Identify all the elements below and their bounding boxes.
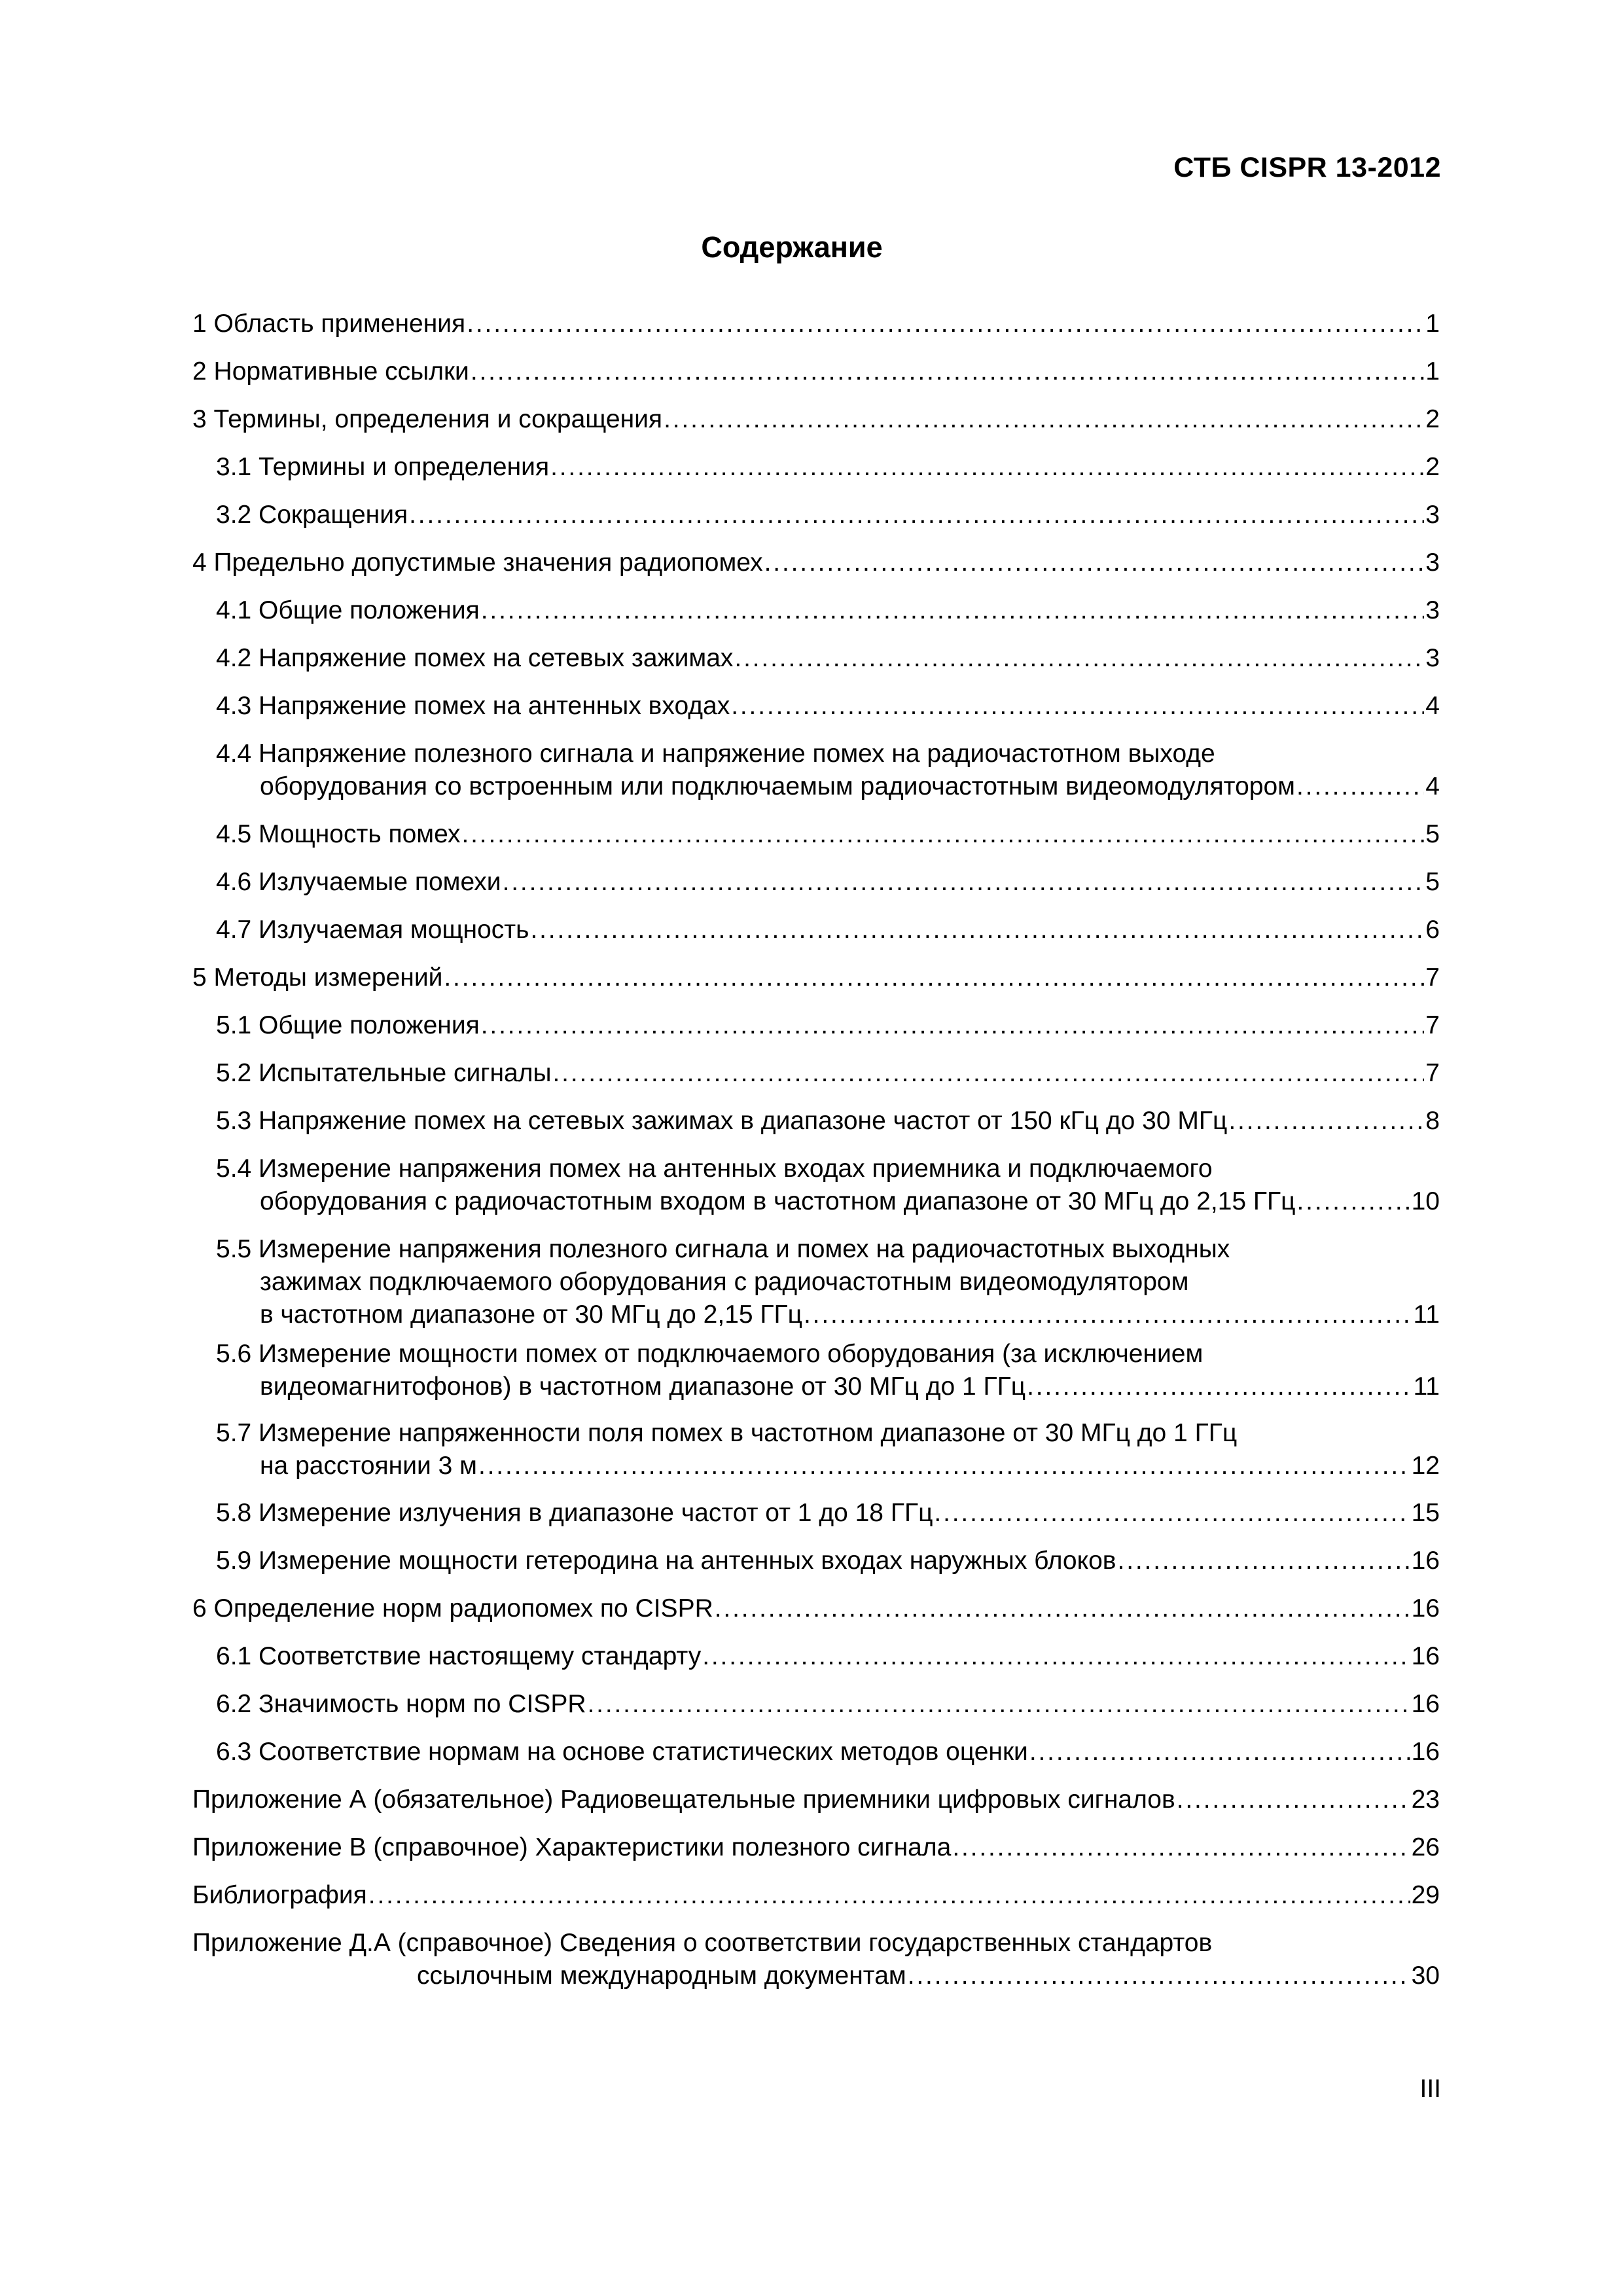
toc-entry[interactable]: [216, 451, 1440, 484]
dot-leader: [1027, 1371, 1412, 1403]
dot-leader: [503, 866, 1425, 899]
dot-leader: [731, 690, 1424, 723]
toc-entry-label: 5.3 Напряжение помех на сетевых зажимах в диапазоне частот от 150 кГц до 30 МГц: [216, 1107, 1228, 1135]
toc-entry-page: 26: [1411, 1833, 1440, 1861]
toc-entry-label: 5.8 Измерение излучения в диапазоне частот от 1 до 18 ГГц: [216, 1499, 933, 1527]
toc-entry[interactable]: [216, 1338, 1440, 1403]
toc-entry-label: 1 Область применения: [192, 310, 466, 338]
toc-entry[interactable]: [216, 594, 1440, 627]
toc-entry-page: 6: [1425, 916, 1440, 944]
dot-leader: [804, 1299, 1412, 1331]
toc-entry-page: 15: [1411, 1499, 1440, 1527]
toc-entry-page: 29: [1411, 1881, 1440, 1909]
toc-entry-page: 5: [1425, 820, 1440, 848]
dot-leader: [444, 961, 1424, 994]
toc-entry[interactable]: [192, 1784, 1440, 1816]
toc-entry[interactable]: [192, 1592, 1440, 1625]
toc-entry[interactable]: [216, 1736, 1440, 1768]
toc-entry[interactable]: [192, 308, 1440, 340]
toc-entry-label: 4.3 Напряжение помех на антенных входах: [216, 692, 730, 720]
dot-leader: [368, 1879, 1410, 1912]
toc-entry-label: 4.5 Мощность помех: [216, 820, 461, 848]
toc-entry-label: 3 Термины, определения и сокращения: [192, 405, 663, 433]
toc-title: Содержание: [701, 230, 883, 264]
dot-leader: [1228, 1105, 1424, 1138]
toc-entry-page: 3: [1425, 596, 1440, 624]
toc-entry-label: 2 Нормативные ссылки: [192, 357, 469, 386]
toc-entry[interactable]: [192, 1879, 1440, 1912]
toc-entry[interactable]: [216, 1153, 1440, 1218]
toc-entry[interactable]: [216, 914, 1440, 946]
toc-entry-label: 4.1 Общие положения: [216, 596, 480, 624]
dot-leader: [481, 1009, 1425, 1042]
toc-entry-label: 6.2 Значимость норм по CISPR: [216, 1690, 586, 1718]
dot-leader: [664, 403, 1424, 436]
toc-entry-page: 1: [1425, 357, 1440, 386]
dot-leader: [461, 818, 1424, 851]
toc-entry[interactable]: [192, 355, 1440, 388]
toc-entry[interactable]: [216, 1688, 1440, 1721]
dot-leader: [952, 1831, 1410, 1864]
toc-entry-label: 5.7 Измерение напряженности поля помех в частотном диапазоне от 30 МГц до 1 ГГц: [216, 1419, 1238, 1447]
toc-entry-page: 23: [1411, 1785, 1440, 1814]
toc-entry-page: 3: [1425, 548, 1440, 577]
dot-leader: [471, 355, 1424, 388]
dot-leader: [481, 594, 1425, 627]
toc-entry[interactable]: [192, 547, 1440, 579]
toc-entry-label: Приложение Д.А (справочное) Сведения о соответствии государственных стандартов: [192, 1929, 1213, 1957]
toc-entry-label: 4.4 Напряжение полезного сигнала и напряжение помех на радиочастотном выходе: [216, 740, 1215, 768]
toc-entry-label: 5.6 Измерение мощности помех от подключаемого оборудования (за исключением: [216, 1340, 1204, 1368]
toc-entry-label: Приложение А (обязательное) Радиовещательные приемники цифровых сигналов: [192, 1785, 1175, 1814]
toc-entry[interactable]: [216, 1057, 1440, 1090]
toc-entry-label-continued: видеомагнитофонов) в частотном диапазоне от 30 МГц до 1 ГГц: [260, 1372, 1026, 1401]
toc-entry-page: 30: [1411, 1962, 1440, 1990]
toc-entry[interactable]: [216, 1105, 1440, 1138]
dot-leader: [715, 1592, 1410, 1625]
dot-leader: [1296, 770, 1424, 803]
dot-leader: [702, 1640, 1410, 1673]
toc-entry-label: Приложение В (справочное) Характеристики полезного сигнала: [192, 1833, 952, 1861]
toc-entry[interactable]: [216, 1640, 1440, 1673]
toc-entry-label: 4.6 Излучаемые помехи: [216, 868, 501, 896]
dot-leader: [1029, 1736, 1410, 1768]
toc-entry-label-continued: зажимах подключаемого оборудования с радиочастотным видеомодулятором: [260, 1268, 1189, 1296]
toc-entry-page: 7: [1425, 963, 1440, 992]
toc-entry-label: 3.2 Сокращения: [216, 501, 408, 529]
toc-entry-page: 2: [1425, 405, 1440, 433]
toc-entry-label: 5.1 Общие положения: [216, 1011, 480, 1039]
toc-entry-label: 4.2 Напряжение помех на сетевых зажимах: [216, 644, 734, 672]
toc-entry[interactable]: [192, 961, 1440, 994]
toc-entry[interactable]: [216, 1497, 1440, 1530]
toc-entry-page: 11: [1413, 1300, 1440, 1329]
toc-entry-page: 16: [1411, 1690, 1440, 1718]
toc-entry-label: 6.3 Соответствие нормам на основе статистических методов оценки: [216, 1738, 1028, 1766]
dot-leader: [550, 451, 1424, 484]
toc-entry-label: 4.7 Излучаемая мощность: [216, 916, 529, 944]
dot-leader: [530, 914, 1424, 946]
toc-entry-label: Библиография: [192, 1881, 367, 1909]
toc-entry[interactable]: [216, 1417, 1440, 1482]
toc-entry-page: 16: [1411, 1547, 1440, 1575]
toc-entry-label: 5.2 Испытательные сигналы: [216, 1059, 552, 1087]
toc-entry-label: 5.9 Измерение мощности гетеродина на антенных входах наружных блоков: [216, 1547, 1116, 1575]
dot-leader: [588, 1688, 1410, 1721]
toc-entry[interactable]: [192, 403, 1440, 436]
toc-entry[interactable]: [216, 738, 1440, 803]
toc-entry[interactable]: [216, 499, 1440, 531]
toc-entry-page: 3: [1425, 644, 1440, 672]
toc-entry[interactable]: [216, 1545, 1440, 1577]
dot-leader: [1297, 1185, 1410, 1218]
dot-leader: [908, 1960, 1410, 1992]
toc-entry[interactable]: [192, 1831, 1440, 1864]
toc-entry-page: 12: [1411, 1452, 1440, 1480]
toc-entry-label: 5.4 Измерение напряжения помех на антенных входах приемника и подключаемого: [216, 1155, 1213, 1183]
toc-entry-label-continued: в частотном диапазоне от 30 МГц до 2,15 ГГц: [260, 1300, 802, 1329]
toc-entry-page: 4: [1425, 772, 1440, 800]
toc-entry-label: 4 Предельно допустимые значения радиопомех: [192, 548, 763, 577]
toc-entry[interactable]: [216, 866, 1440, 899]
toc-entry[interactable]: [192, 1927, 1440, 1992]
toc-entry-page: 5: [1425, 868, 1440, 896]
toc-entry[interactable]: [216, 818, 1440, 851]
toc-entry-page: 7: [1425, 1059, 1440, 1087]
dot-leader: [734, 642, 1424, 675]
dot-leader: [478, 1450, 1410, 1482]
toc-entry-label-continued: оборудования с радиочастотным входом в частотном диапазоне от 30 МГц до 2,15 ГГц: [260, 1187, 1296, 1215]
toc-entry-page: 11: [1413, 1372, 1440, 1401]
toc-entry-page: 3: [1425, 501, 1440, 529]
toc-entry-label: 5 Методы измерений: [192, 963, 443, 992]
toc-entry-page: 7: [1425, 1011, 1440, 1039]
toc-entry-page: 2: [1425, 453, 1440, 481]
toc-entry-page: 10: [1411, 1187, 1440, 1215]
toc-entry-label: 5.5 Измерение напряжения полезного сигнала и помех на радиочастотных выходных: [216, 1235, 1230, 1263]
toc-entry-page: 1: [1425, 310, 1440, 338]
toc-entry-label: 6 Определение норм радиопомех по CISPR: [192, 1594, 713, 1623]
dot-leader: [467, 308, 1424, 340]
dot-leader: [764, 547, 1425, 579]
toc-entry-page: 4: [1425, 692, 1440, 720]
toc-entry-page: 16: [1411, 1738, 1440, 1766]
toc-entry-page: 16: [1411, 1594, 1440, 1623]
toc-entry-label-continued: на расстоянии 3 м: [260, 1452, 477, 1480]
document-code: СТБ CISPR 13-2012: [1173, 152, 1441, 183]
toc-entry-label: 3.1 Термины и определения: [216, 453, 550, 481]
toc-entry-page: 8: [1425, 1107, 1440, 1135]
toc-entry[interactable]: [216, 1233, 1440, 1331]
toc-entry-label: 6.1 Соответствие настоящему стандарту: [216, 1642, 702, 1670]
toc-entry-page: 16: [1411, 1642, 1440, 1670]
dot-leader: [1118, 1545, 1410, 1577]
dot-leader: [409, 499, 1424, 531]
dot-leader: [1177, 1784, 1410, 1816]
toc-entry[interactable]: [216, 690, 1440, 723]
dot-leader: [553, 1057, 1425, 1090]
toc-entry-label-continued: ссылочным международным документам: [417, 1962, 906, 1990]
page-number: III: [1419, 2075, 1441, 2103]
toc-entry-label-continued: оборудования со встроенным или подключаемым радиочастотным видеомодулятором: [260, 772, 1295, 800]
toc-entry[interactable]: [216, 1009, 1440, 1042]
dot-leader: [934, 1497, 1410, 1530]
toc-entry[interactable]: [216, 642, 1440, 675]
